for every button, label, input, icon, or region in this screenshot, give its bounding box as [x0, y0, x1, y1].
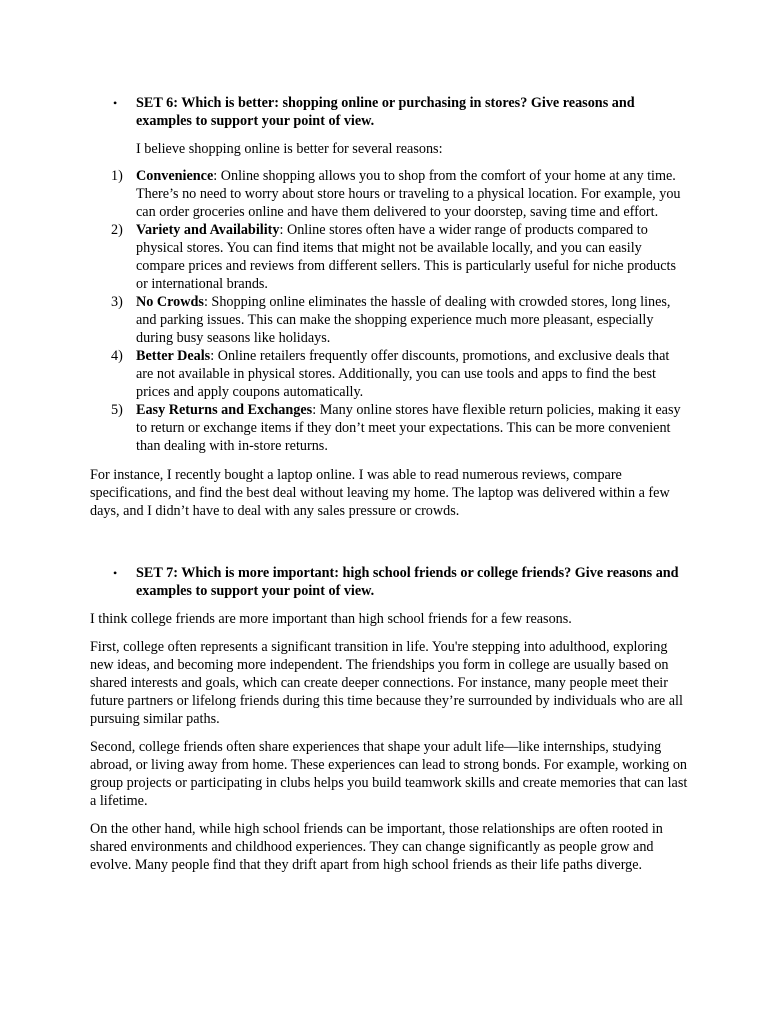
- set6-heading-text: SET 6: Which is better: shopping online or purchasing in stores? Give reasons and examples to support your point of view.: [136, 95, 635, 129]
- reason-term: No Crowds: [136, 294, 204, 310]
- list-item: [90, 221, 690, 293]
- set7-heading: [90, 564, 690, 600]
- set6-intro: I believe shopping online is better for several reasons:: [136, 141, 443, 157]
- reason-text: : Online stores often have a wider range of products compared to physical stores. You can find items that might not be available locally, and you can easily compare prices and reviews from different sellers. This is particularly useful for niche products or international brands.: [136, 222, 676, 292]
- set6-example-paragraph: For instance, I recently bought a laptop online. I was able to read numerous reviews, compare specifications, and find the best deal without leaving my home. The laptop was delivered within a few days, and I didn’t have to deal with any sales pressure or crowds.: [90, 467, 670, 519]
- set7-paragraph-1: I think college friends are more important than high school friends for a few reasons.: [90, 611, 572, 627]
- reason-term: Easy Returns and Exchanges: [136, 402, 313, 418]
- reason-text: : Online retailers frequently offer discounts, promotions, and exclusive deals that are not available in physical stores. Additionally, you can use tools and apps to find the best prices and apply coupons automatically.: [136, 348, 670, 400]
- reason-term: Better Deals: [136, 348, 211, 364]
- list-item: [90, 167, 690, 221]
- set6-heading: [90, 94, 690, 130]
- list-number: 2): [111, 222, 123, 238]
- reason-text: : Online shopping allows you to shop from the comfort of your home at any time. There’s no need to worry about store hours or traveling to a physical location. For example, you can order groceries online and have them delivered to your doorstep, saving time and effort.: [136, 168, 681, 220]
- bullet-icon: •: [113, 96, 118, 110]
- list-item: [90, 347, 690, 401]
- set7-heading-text: SET 7: Which is more important: high school friends or college friends? Give reasons and examples to support your point of view.: [136, 565, 679, 599]
- set7-paragraph-2: First, college often represents a significant transition in life. You're stepping into adulthood, exploring new ideas, and becoming more independent. The friendships you form in college are usually based on shared interests and goals, which can create deeper connections. For instance, many people meet their future partners or lifelong friends during this time because they’re surrounded by individuals who are all pursuing similar paths.: [90, 639, 683, 727]
- list-number: 4): [111, 348, 123, 364]
- bullet-icon: •: [113, 566, 118, 580]
- list-item: [90, 293, 690, 347]
- reason-term: Variety and Availability: [136, 222, 280, 238]
- list-number: 1): [111, 168, 123, 184]
- reason-text: : Many online stores have flexible return policies, making it easy to return or exchange items if they don’t meet your expectations. This can be more convenient than dealing with in-store returns.: [136, 402, 681, 454]
- list-item: [90, 401, 690, 455]
- document-page: [90, 94, 690, 874]
- reason-term: Convenience: [136, 168, 214, 184]
- set7-paragraph-3: Second, college friends often share experiences that shape your adult life—like internships, studying abroad, or living away from home. These experiences can lead to strong bonds. For example, working on group projects or participating in clubs helps you build teamwork skills and create memories that can last a lifetime.: [90, 739, 688, 809]
- set6-reasons-list: [90, 167, 690, 455]
- list-number: 5): [111, 402, 123, 418]
- list-number: 3): [111, 294, 123, 310]
- set7-paragraph-4: On the other hand, while high school friends can be important, those relationships are often rooted in shared environments and childhood experiences. They can change significantly as people grow and evolve. Many people find that they drift apart from high school friends as their life paths diverge.: [90, 821, 663, 873]
- reason-text: : Shopping online eliminates the hassle of dealing with crowded stores, long lines, and parking issues. This can make the shopping experience much more pleasant, especially during busy seasons like holidays.: [136, 294, 671, 346]
